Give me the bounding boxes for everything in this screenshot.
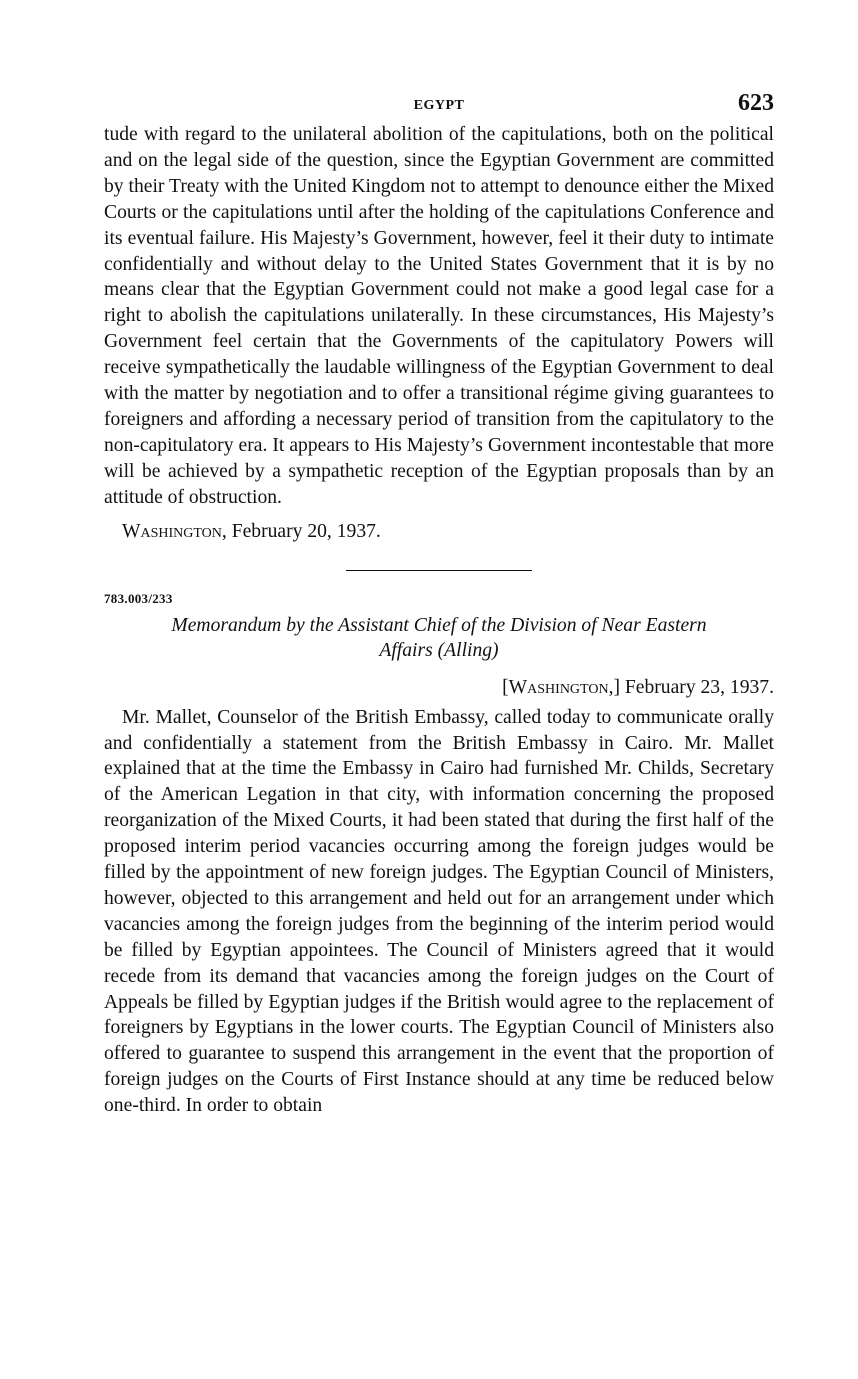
- memo-title-line-2: Affairs (Alling): [379, 639, 499, 661]
- section-divider: [346, 570, 532, 571]
- memo-dateline: [104, 675, 774, 701]
- signoff-date: , February 20, 1937.: [221, 520, 381, 542]
- dateline-bracket: [: [502, 676, 509, 698]
- file-number: 783.003/233: [104, 590, 173, 606]
- dateline-place: Washington: [508, 676, 609, 698]
- memo-body-paragraph: Mr. Mallet, Counselor of the British Embassy, called today to communicate orally and confidentially a statement from the British Embassy in Cairo. Mr. Mallet explained that at the time the Embassy in Cairo had furnished Mr. Childs, Secretary of the American Legation in that city, with information concerning the proposed reorganization of the Mixed Courts, it had been stated that during the first half of the proposed interim period vacancies occurring among the foreign judges would be filled by the appointment of new foreign judges. The Egyptian Council of Ministers, however, objected to this arrangement and held out for an arrangement under which vacancies among the foreign judges from the beginning of the interim period would be filled by Egyptian appointees. The Council of Ministers agreed that it would recede from its demand that vacancies among the foreign judges on the Court of Appeals be filled by Egyptian judges if the British would agree to the replacement of foreigners by Egyptians in the lower courts. The Egyptian Council of Ministers also offered to guarantee to suspend this arrangement in the event that the proportion of foreign judges on the Courts of First Instance should at any time be reduced below one-third. In order to obtain: [104, 706, 774, 1117]
- running-head-title: EGYPT: [413, 98, 465, 113]
- signoff-place: Washington: [122, 520, 222, 542]
- continuation-paragraph: tude with regard to the unilateral abolition of the capitulations, both on the political and on the legal side of the question, since the Egyptian Government are committed by their Treaty with the United Kingdom not to attempt to denounce either the Mixed Courts or the capitulations until after the holding of the capitulations Conference and its eventual failure. His Majesty’s Government, however, feel it their duty to intimate confidentially and without delay to the United States Government that it is by no means clear that the Egyptian Government could not make a good legal case for a right to abolish the capitulations unilaterally. In these circumstances, His Majesty’s Government feel certain that the Governments of the capitulatory Powers will receive sympathetically the laudable willingness of the Egyptian Government to deal with the matter by negotiation and to offer a transitional régime giving guarantees to foreigners and affording a necessary period of transition from the capitulatory to the non-capitulatory era. It appears to His Majesty’s Government incontestable that more will be achieved by a sympathetic reception of the Egyptian proposals than by an attitude of obstruction.: [104, 124, 774, 508]
- page-number: 623: [738, 90, 774, 116]
- memo-title-line-1: Memorandum by the Assistant Chief of the Division of Near Eastern: [171, 614, 707, 636]
- document-page: [104, 86, 774, 1119]
- running-head: [104, 86, 774, 122]
- dateline-date: ,] February 23, 1937.: [608, 676, 774, 698]
- memo-title: [104, 613, 774, 663]
- signoff: [122, 519, 774, 545]
